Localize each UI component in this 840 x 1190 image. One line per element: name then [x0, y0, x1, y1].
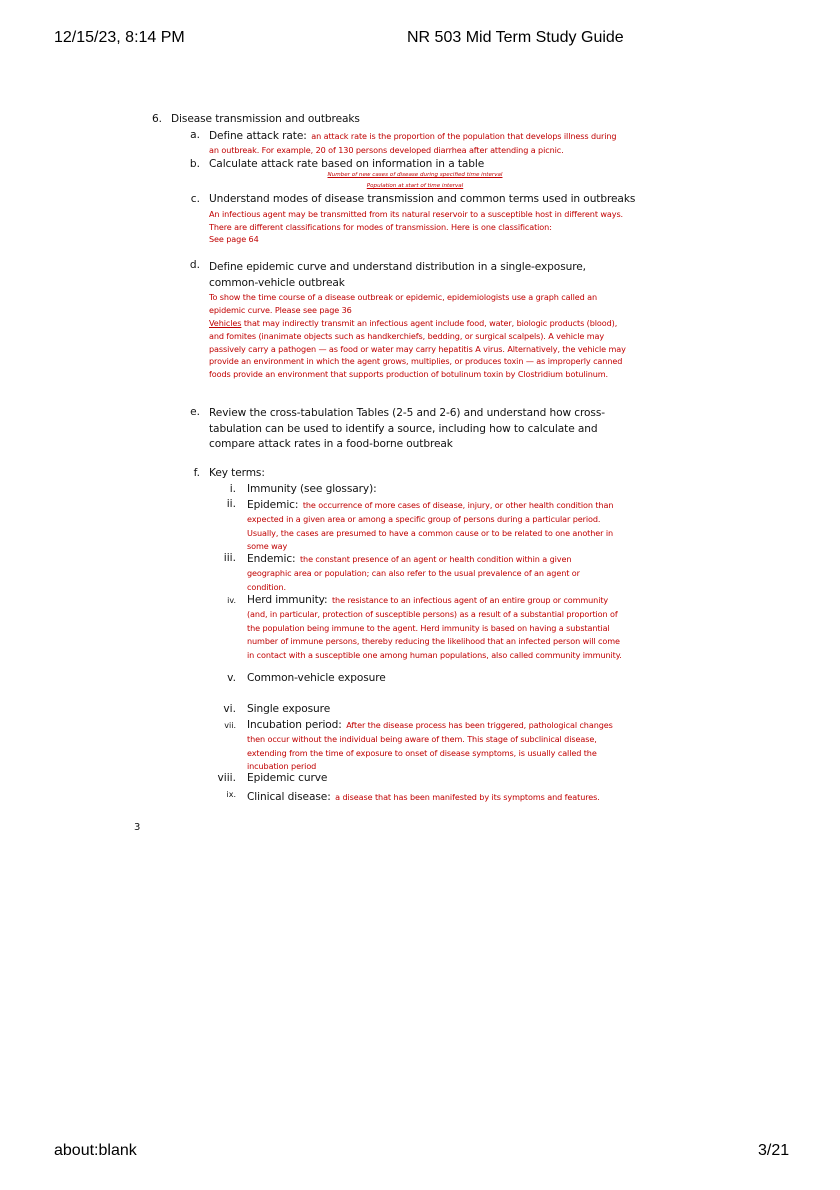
- footer-url: about:blank: [54, 1142, 137, 1159]
- key-term-incubation-term: Incubation period:: [247, 719, 342, 731]
- item-c-see-page: See page 64: [209, 234, 259, 244]
- vehicles-term: Vehicles: [209, 318, 242, 328]
- item-a: [209, 129, 624, 157]
- key-term-epidemic-term: Epidemic:: [247, 499, 299, 511]
- key-term-clinical-definition: a disease that has been manifested by its symptoms and features.: [335, 792, 600, 802]
- key-term-vii-marker: vii.: [224, 721, 236, 730]
- item-a-label: Define attack rate:: [209, 130, 307, 142]
- key-term-herd-immunity-term: Herd immunity:: [247, 594, 328, 606]
- item-b-marker: b.: [189, 158, 200, 170]
- vehicles-definition: that may indirectly transmit an infectious agent include food, water, biologic products (blood), and fomites (inanimate objects such as handkerchiefs, bedding, or surgical scalpels). A vehicle may passively carry a pathogen — as food or water may carry hepatitis A virus. Alternatively, the vehicle may provide an environment in which the agent grows, multiplies, or produces toxin — as improperly canned foods provide an environment that supports production of botulinum toxin by Clostridium botulinum.: [209, 318, 626, 380]
- key-term-herd-immunity-definition: the resistance to an infectious agent of an entire group or community (and, in particular, protection of susceptible persons) as a result of a substantial proportion of the population being immune to the agent. Herd immunity is based on having a substantial number of immune persons, thereby reducing the likelihood that an infected person will come in contact with a susceptible one among human populations, also called community immunity.: [247, 595, 622, 661]
- key-term-immunity: Immunity (see glossary):: [247, 483, 377, 495]
- key-term-iii-marker: iii.: [223, 552, 236, 564]
- section-marker: 6.: [152, 113, 162, 125]
- item-d-vehicles: [209, 317, 627, 381]
- item-d-label: Define epidemic curve and understand distribution in a single-exposure, common-vehicle outbreak: [209, 261, 586, 289]
- key-term-single-exposure: Single exposure: [247, 703, 331, 715]
- item-c-answer: An infectious agent may be transmitted from its natural reservoir to a susceptible host in different ways. There are different classifications for modes of transmission. Here is one classification:: [209, 209, 624, 232]
- page-number: 3: [134, 822, 141, 833]
- key-term-ix-marker: ix.: [226, 790, 236, 799]
- item-a-answer: an attack rate is the proportion of the population that develops illness during an outbreak. For example, 20 of 130 persons developed diarrhea after attending a picnic.: [209, 131, 617, 155]
- key-term-vi-marker: vi.: [223, 703, 236, 715]
- key-term-endemic-term: Endemic:: [247, 553, 296, 565]
- attack-rate-denominator: Population at start of time interval: [366, 183, 464, 189]
- key-term-viii-marker: viii.: [217, 772, 236, 784]
- print-datetime: 12/15/23, 8:14 PM: [54, 29, 185, 46]
- key-term-epidemic-curve: Epidemic curve: [247, 772, 328, 784]
- document-title: NR 503 Mid Term Study Guide: [407, 29, 624, 46]
- key-term-common-vehicle: Common-vehicle exposure: [247, 672, 386, 684]
- key-term-herd-immunity: [247, 593, 622, 662]
- item-d-answer: To show the time course of a disease outbreak or epidemic, epidemiologists use a graph called an epidemic curve. Please see page 36: [209, 292, 598, 315]
- key-term-incubation-period: [247, 718, 625, 773]
- item-b-label: Calculate attack rate based on information in a table: [209, 158, 485, 170]
- key-term-endemic-definition: the constant presence of an agent or health condition within a given geographic area or population; can also refer to the usual prevalence of an agent or condition.: [247, 554, 580, 592]
- key-term-v-marker: v.: [227, 672, 236, 684]
- key-term-epidemic: [247, 498, 627, 553]
- item-f-label: Key terms:: [209, 467, 265, 479]
- item-f-marker: f.: [193, 467, 200, 479]
- key-term-incubation-definition: After the disease process has been triggered, pathological changes then occur without the individual being aware of them. This stage of subclinical disease, extending from the time of exposure to onset of disease symptoms, is usually called the incubation period: [247, 720, 613, 772]
- key-term-i-marker: i.: [229, 483, 236, 495]
- footer-page-counter: 3/21: [758, 1142, 790, 1159]
- item-e-marker: e.: [190, 406, 200, 418]
- key-term-iv-marker: iv.: [227, 596, 236, 605]
- key-term-ii-marker: ii.: [226, 498, 236, 510]
- key-term-epidemic-definition: the occurrence of more cases of disease, injury, or other health condition than expected in a given area or among a specific group of persons during a particular period. Usually, the cases are presumed to have a common cause or to be related to one another in some way: [247, 500, 614, 552]
- key-term-clinical-disease: [247, 787, 600, 805]
- item-d-marker: d.: [189, 259, 200, 271]
- attack-rate-numerator: Number of new cases of disease during specified time interval: [327, 172, 503, 178]
- item-c-label: Understand modes of disease transmission and common terms used in outbreaks: [209, 193, 636, 205]
- key-term-clinical-term: Clinical disease:: [247, 791, 331, 803]
- item-a-marker: a.: [190, 129, 200, 141]
- key-term-endemic: [247, 552, 612, 593]
- item-e-label: Review the cross-tabulation Tables (2-5 and 2-6) and understand how cross-tabulation can be used to identify a source, including how to calculate and compare attack rates in a food-borne outbreak: [209, 407, 605, 450]
- item-c-marker: c.: [190, 193, 200, 205]
- section-title: Disease transmission and outbreaks: [171, 113, 360, 125]
